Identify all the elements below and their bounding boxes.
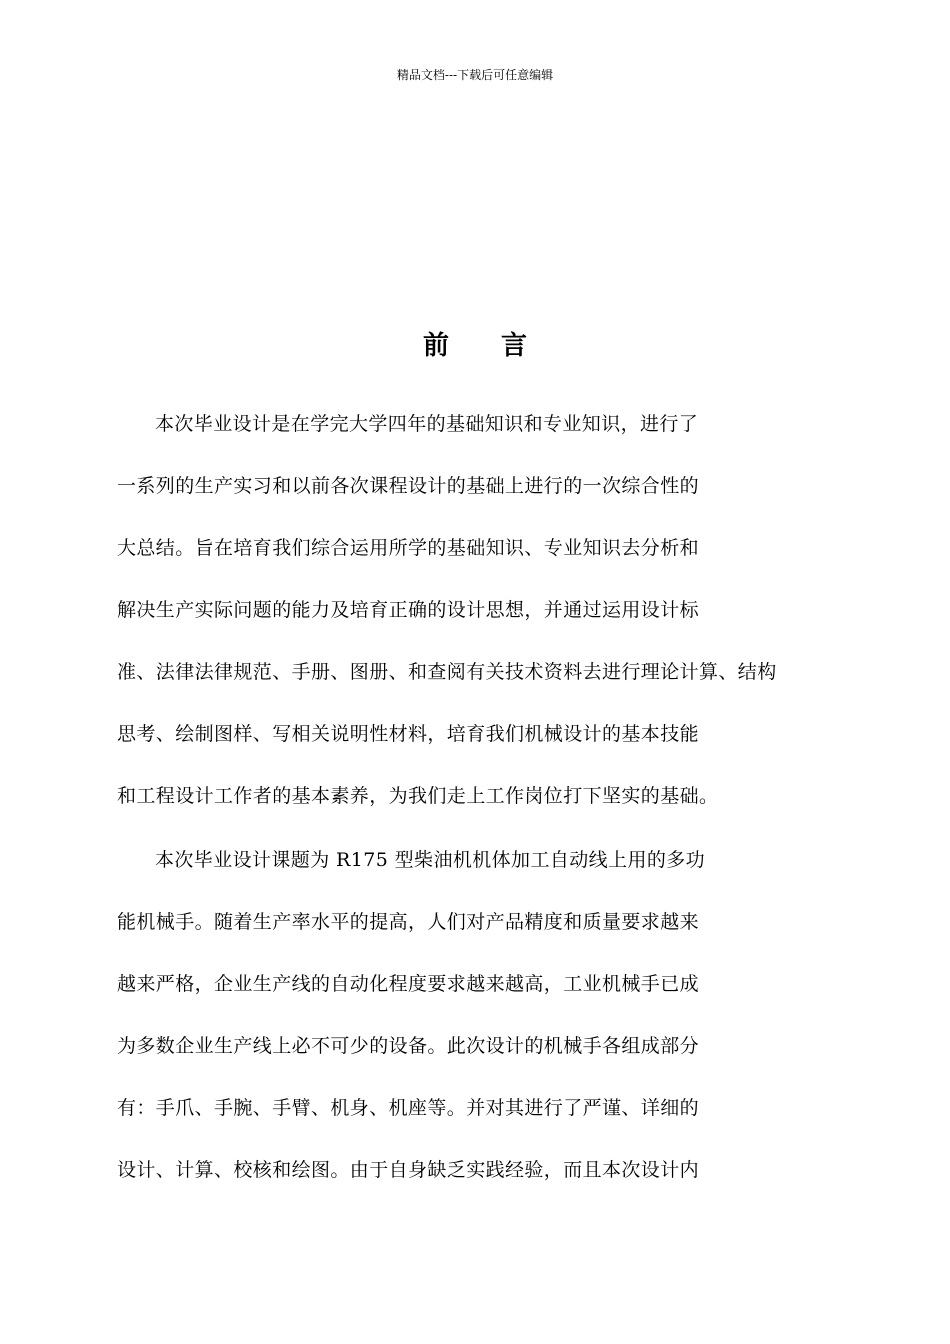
title-char-1: 前 bbox=[422, 331, 449, 361]
paragraph-line: 准、法律法律规范、手册、图册、和查阅有关技术资料去进行理论计算、结构 bbox=[117, 661, 777, 683]
paragraph-line: 本次毕业设计课题为 R175 型柴油机机体加工自动线上用的多功 bbox=[155, 849, 706, 871]
paragraph-line: 思考、绘制图样、写相关说明性材料，培育我们机械设计的基本技能 bbox=[117, 723, 700, 745]
paragraph-line: 为多数企业生产线上必不可少的设备。此次设计的机械手各组成部分 bbox=[117, 1035, 700, 1057]
page-header-note: 精品文档---下载后可任意编辑 bbox=[396, 68, 554, 82]
paragraph-line: 大总结。旨在培育我们综合运用所学的基础知识、专业知识去分析和 bbox=[117, 537, 700, 559]
paragraph-line: 本次毕业设计是在学完大学四年的基础知识和专业知识，进行了 bbox=[155, 413, 699, 435]
paragraph-line: 一系列的生产实习和以前各次课程设计的基础上进行的一次综合性的 bbox=[117, 475, 700, 497]
page-title bbox=[0, 325, 950, 362]
paragraph-line: 解决生产实际问题的能力及培育正确的设计思想，并通过运用设计标 bbox=[117, 599, 700, 621]
paragraph-line: 有：手爪、手腕、手臂、机身、机座等。并对其进行了严谨、详细的 bbox=[117, 1097, 700, 1119]
paragraph-line: 能机械手。随着生产率水平的提高，人们对产品精度和质量要求越来 bbox=[117, 911, 700, 933]
paragraph-line: 设计、计算、校核和绘图。由于自身缺乏实践经验，而且本次设计内 bbox=[117, 1159, 700, 1181]
paragraph-line: 越来严格，企业生产线的自动化程度要求越来越高，工业机械手已成 bbox=[117, 973, 700, 995]
paragraph-line: 和工程设计工作者的基本素养，为我们走上工作岗位打下坚实的基础。 bbox=[117, 785, 719, 807]
title-char-2: 言 bbox=[501, 331, 528, 361]
